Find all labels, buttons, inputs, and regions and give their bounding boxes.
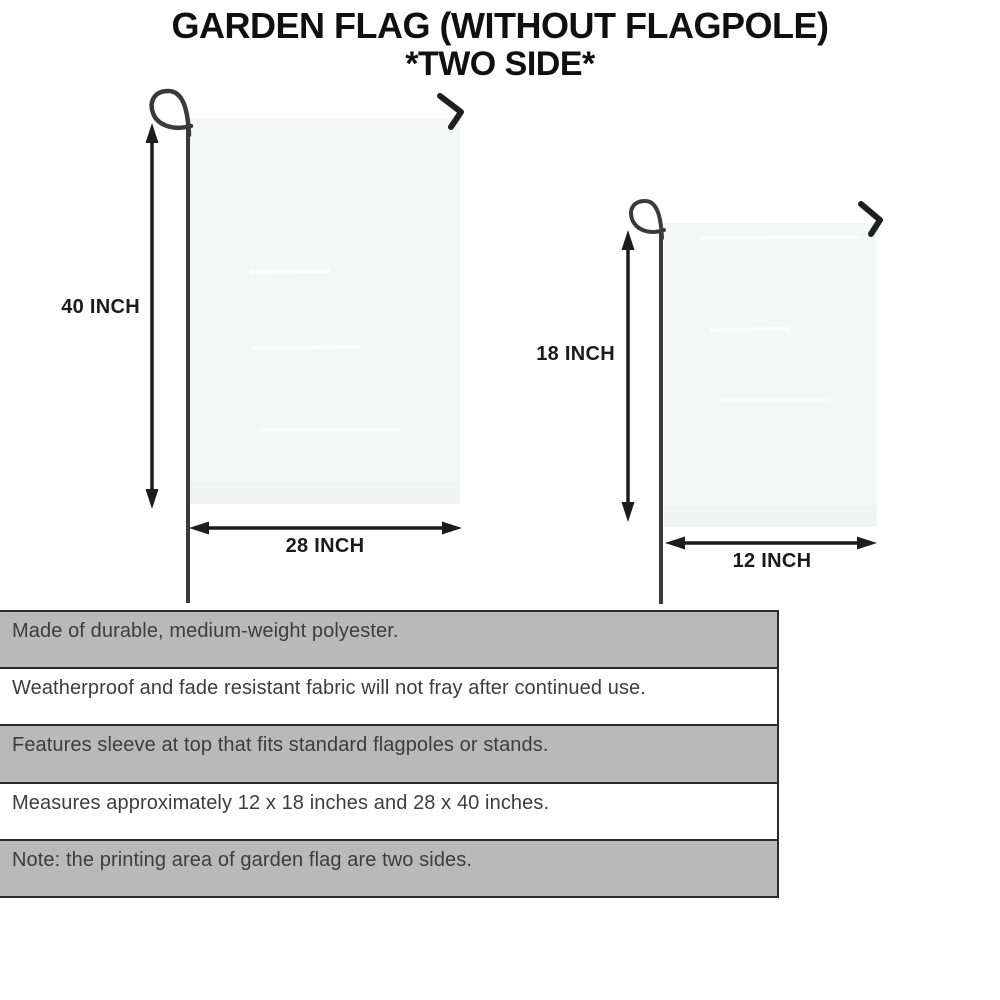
large-flag-fold-line (250, 271, 330, 272)
spec-row-sleeve (0, 724, 779, 783)
spec-row-note (0, 839, 779, 898)
large-flag-width-arrow (189, 522, 462, 535)
large-flag-fabric (189, 118, 460, 504)
spec-row-weatherproof (0, 667, 779, 726)
large-flagpole-loop (152, 91, 191, 135)
spec-row-measurements (0, 782, 779, 841)
small-flag-height-arrow (622, 230, 635, 522)
large-flag-height-label: 40 INCH (61, 296, 140, 318)
large-flag-width-label: 28 INCH (285, 535, 365, 557)
spec-row-material (0, 610, 779, 669)
spec-text: Weatherproof and fade resistant fabric will not fray after continued use. (12, 677, 646, 700)
spec-text: Measures approximately 12 x 18 inches and 28 x 40 inches. (12, 791, 550, 814)
small-flag-bottom-fold (664, 505, 877, 527)
large-flag-fold-line (252, 347, 360, 348)
small-flag-fold-line (700, 237, 860, 238)
large-flag-group (146, 91, 463, 603)
large-flag-bottom-fold (189, 481, 460, 504)
small-flag-fold-line (710, 329, 790, 330)
spec-text: Made of durable, medium-weight polyester. (12, 620, 399, 642)
large-flag-height-arrow (146, 123, 159, 509)
title-line-2: *TWO SIDE* (405, 45, 595, 83)
small-flag-fabric (664, 223, 877, 527)
spec-text: Note: the printing area of garden flag are two sides. (12, 848, 473, 871)
spec-table (0, 610, 779, 898)
small-flag-width-label: 12 INCH (732, 550, 812, 572)
small-flag-group (622, 201, 881, 604)
small-flag-height-label: 18 INCH (536, 343, 615, 365)
title-line-1: GARDEN FLAG (WITHOUT FLAGPOLE) (171, 5, 829, 46)
spec-text: Features sleeve at top that fits standard flagpoles or stands. (12, 734, 549, 757)
small-flagpole-loop (631, 201, 664, 238)
small-flag-width-arrow (665, 537, 877, 550)
